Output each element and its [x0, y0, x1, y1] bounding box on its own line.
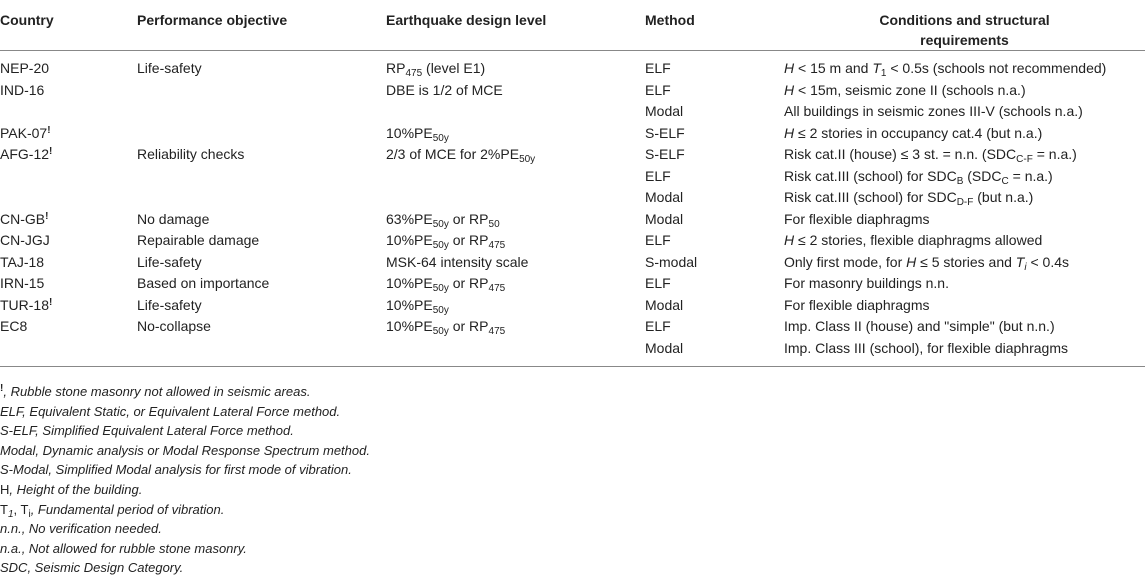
footnote: [0, 382, 1145, 402]
cell-design-level: [386, 338, 645, 367]
table-row: [0, 338, 1145, 367]
cell-design-level: [386, 187, 645, 209]
cell-method: ELF: [645, 275, 671, 291]
height-symbol: H: [784, 232, 795, 248]
footnote-key-subscript: i: [28, 508, 31, 520]
cell-country: [0, 80, 137, 102]
footnote: [0, 500, 1145, 520]
footnote-text: , Rubble stone masonry not allowed in seismic areas.: [3, 384, 311, 399]
cell-method: Modal: [645, 189, 684, 205]
design-level-text: 10%PE: [386, 318, 433, 334]
cell-country: [0, 187, 137, 209]
cell-conditions: [781, 338, 1145, 367]
period-symbol: T: [872, 60, 881, 76]
conditions-text: Risk cat.III (school) for SDC: [784, 189, 957, 205]
table-row: [0, 230, 1145, 252]
table-row: [0, 209, 1145, 231]
not-allowed-mark: !: [49, 296, 53, 308]
table-row: [0, 295, 1145, 317]
cell-country: [0, 51, 137, 80]
height-symbol: H: [784, 124, 795, 141]
conditions-text: < 15 m and: [794, 60, 873, 76]
cell-design-level: [386, 51, 645, 80]
footnote-text: , Dynamic analysis or Modal Response Spectrum method.: [35, 442, 370, 458]
country-code: EC8: [0, 318, 28, 334]
footnote-key: [0, 501, 31, 520]
country-code: TAJ-18: [0, 253, 45, 270]
conditions-text: All buildings in seismic zones III-V (schools n.a.): [784, 103, 1083, 119]
cell-method: Modal: [645, 338, 781, 367]
design-level-subscript: 50y: [519, 154, 536, 165]
cell-performance-objective: [137, 101, 386, 123]
design-level-text: 10%PE: [386, 275, 433, 291]
design-level-subscript: 475: [488, 326, 506, 337]
cell-method: S-ELF: [645, 124, 685, 141]
header-conditions-line1: Conditions and structural: [879, 12, 1050, 28]
conditions-text: ≤ 5 stories and: [916, 253, 1016, 270]
conditions-text: < 15m, seismic zone II (schools n.a.): [794, 81, 1026, 98]
cell-country: [0, 252, 137, 274]
cell-performance-objective: Life-safety: [137, 60, 202, 76]
footnote: [0, 480, 1145, 500]
table-header: [0, 0, 1145, 51]
footnote: [0, 460, 1145, 480]
table-row: [0, 316, 1145, 338]
country-code: CN-GB: [0, 210, 46, 227]
conditions-text: (SDC: [963, 167, 1002, 184]
footnote-text: , Simplified Modal analysis for first mode of vibration.: [48, 462, 352, 478]
cell-conditions: [781, 123, 1145, 145]
cell-country: [0, 209, 137, 231]
cell-conditions: [781, 101, 1145, 123]
cell-performance-objective: [137, 123, 386, 145]
footnote: [0, 558, 1145, 578]
design-level-text: 63%PE: [386, 210, 433, 227]
conditions-text: = n.a.): [1008, 167, 1053, 184]
conditions-text: For flexible diaphragms: [784, 210, 930, 227]
footnote-text: , Fundamental period of vibration.: [30, 501, 225, 517]
conditions-subscript: D-F: [956, 197, 974, 208]
cell-conditions: [781, 273, 1145, 295]
cell-country: [0, 144, 137, 166]
conditions-subscript: C-F: [1016, 154, 1033, 165]
footnote: [0, 539, 1145, 559]
design-level-subscript: 475: [488, 240, 506, 251]
cell-performance-objective: Life-safety: [137, 253, 202, 270]
table-row: [0, 187, 1145, 209]
cell-country: [0, 230, 137, 252]
cell-performance-objective: Repairable damage: [137, 232, 260, 248]
design-level-text: RP: [386, 60, 406, 76]
cell-performance-objective: [137, 166, 386, 188]
country-code: TUR-18: [0, 296, 50, 313]
header-performance-objective: Performance objective: [137, 0, 386, 51]
cell-performance-objective: Reliability checks: [137, 146, 245, 162]
footnote-key: n.n.: [0, 521, 22, 537]
table-row: [0, 51, 1145, 80]
design-level-subscript: 50y: [432, 240, 449, 251]
cell-conditions: [781, 209, 1145, 231]
design-level-subscript: 50y: [432, 218, 449, 230]
footnote-key: H: [0, 481, 10, 497]
design-level-text: or RP: [448, 210, 489, 227]
period-subscript: 1: [880, 68, 887, 79]
cell-conditions: [781, 51, 1145, 80]
table-row: [0, 101, 1145, 123]
table-footnotes: [0, 382, 1145, 578]
cell-design-level: [386, 252, 645, 274]
country-code: IND-16: [0, 81, 45, 98]
design-level-subscript: 475: [488, 283, 506, 294]
header-country: Country: [0, 0, 137, 51]
cell-method: S-ELF: [645, 146, 685, 162]
cell-design-level: [386, 123, 645, 145]
cell-performance-objective: [137, 187, 386, 209]
cell-conditions: [781, 144, 1145, 166]
cell-conditions: [781, 316, 1145, 338]
cell-country: [0, 123, 137, 145]
conditions-subscript: B: [956, 175, 964, 187]
conditions-text: Only first mode, for: [784, 253, 907, 270]
cell-method: Modal: [645, 210, 684, 227]
table-row: [0, 123, 1145, 145]
not-allowed-mark: !: [45, 210, 49, 222]
footnote: [0, 421, 1145, 441]
cell-conditions: [781, 187, 1145, 209]
cell-design-level: [386, 316, 645, 338]
cell-design-level: [386, 209, 645, 231]
design-level-text: 2/3 of MCE for 2%PE: [386, 146, 520, 162]
conditions-text: ≤ 2 stories, flexible diaphragms allowed: [794, 232, 1043, 248]
country-code: AFG-12: [0, 146, 50, 162]
cell-performance-objective: [137, 338, 386, 367]
footnote-key-part: T: [0, 501, 8, 517]
country-code: PAK-07: [0, 124, 48, 141]
design-level-text: DBE is 1/2 of MCE: [386, 81, 503, 98]
cell-design-level: [386, 101, 645, 123]
cell-performance-objective: Based on importance: [137, 275, 270, 291]
footnote-key: n.a.: [0, 540, 22, 556]
cell-country: [0, 166, 137, 188]
not-allowed-mark: !: [0, 383, 4, 394]
cell-design-level: [386, 230, 645, 252]
footnote-key: SDC: [0, 560, 28, 576]
footnote-text: , Height of the building.: [9, 481, 143, 497]
cell-design-level: [386, 80, 645, 102]
cell-method: ELF: [645, 167, 671, 184]
conditions-text: ≤ 2 stories in occupancy cat.4 (but n.a.): [794, 124, 1043, 141]
conditions-text: < 0.5s (schools not recommended): [886, 60, 1107, 76]
cell-performance-objective: No damage: [137, 210, 210, 227]
design-level-subscript: 50y: [432, 132, 449, 144]
cell-performance-objective: Life-safety: [137, 296, 202, 313]
footnote-key: S-Modal: [0, 462, 49, 478]
cell-conditions: [781, 295, 1145, 317]
cell-country: [0, 316, 137, 338]
design-level-text: (level E1): [422, 60, 486, 76]
footnote-text: , No verification needed.: [21, 521, 162, 537]
cell-method: Modal: [645, 103, 684, 119]
header-conditions-line2: requirements: [920, 32, 1009, 48]
cell-design-level: [386, 166, 645, 188]
footnote-text: , Seismic Design Category.: [27, 560, 184, 576]
conditions-text: Imp. Class III (school), for flexible diaphragms: [784, 339, 1068, 356]
cell-method: ELF: [645, 232, 671, 248]
cell-conditions: [781, 252, 1145, 274]
table-row: [0, 80, 1145, 102]
cell-country: [0, 273, 137, 295]
country-code: CN-JGJ: [0, 232, 50, 248]
footnote: [0, 402, 1145, 422]
design-level-text: or RP: [448, 318, 489, 334]
cell-performance-objective: [137, 80, 386, 102]
design-level-text: 10%PE: [386, 296, 433, 313]
height-symbol: H: [784, 60, 795, 76]
footnote: [0, 519, 1145, 539]
design-level-subscript: 50y: [432, 304, 449, 316]
design-level-subscript: 50y: [432, 326, 449, 337]
footnote-key-part: , T: [13, 501, 29, 517]
conditions-text: (but n.a.): [973, 189, 1034, 205]
footnote: [0, 441, 1145, 461]
cell-design-level: [386, 295, 645, 317]
country-code: NEP-20: [0, 60, 50, 76]
conditions-subscript: C: [1001, 175, 1009, 187]
design-level-text: MSK-64 intensity scale: [386, 253, 529, 270]
height-symbol: H: [906, 253, 917, 270]
footnote-key: ELF: [0, 403, 23, 419]
footnote-key-subscript: 1: [7, 508, 14, 520]
cell-conditions: [781, 230, 1145, 252]
cell-conditions: [781, 80, 1145, 102]
design-level-text: or RP: [448, 275, 489, 291]
cell-performance-objective: No-collapse: [137, 318, 211, 334]
not-allowed-mark: !: [49, 146, 53, 157]
cell-method: ELF: [645, 60, 671, 76]
footnote-key: S-ELF: [0, 423, 36, 439]
design-level-subscript: 50y: [432, 283, 449, 294]
footnote-key: Modal: [0, 442, 36, 458]
conditions-text: = n.a.): [1032, 146, 1077, 162]
table-row: [0, 273, 1145, 295]
design-level-text: 10%PE: [386, 124, 433, 141]
cell-method: ELF: [645, 81, 671, 98]
header-method: Method: [645, 0, 781, 51]
cell-method: ELF: [645, 318, 671, 334]
cell-country: [0, 338, 137, 367]
cell-country: [0, 295, 137, 317]
table-body: [0, 51, 1145, 367]
design-level-text: 10%PE: [386, 232, 433, 248]
conditions-text: For masonry buildings n.n.: [784, 275, 949, 291]
conditions-text: Risk cat.III (school) for SDC: [784, 167, 957, 184]
cell-country: [0, 101, 137, 123]
cell-method: S-modal: [645, 253, 698, 270]
conditions-text: Risk cat.II (house) ≤ 3 st. = n.n. (SDC: [784, 146, 1017, 162]
footnote-text: , Not allowed for rubble stone masonry.: [21, 540, 247, 556]
not-allowed-mark: !: [47, 124, 51, 136]
cell-design-level: [386, 144, 645, 166]
height-symbol: H: [784, 81, 795, 98]
header-row: [0, 0, 1145, 51]
design-level-text: or RP: [448, 232, 489, 248]
period-subscript: i: [1024, 261, 1027, 273]
design-level-subscript: 475: [405, 68, 423, 79]
header-conditions: [781, 0, 1145, 51]
design-level-subscript: 50: [488, 218, 500, 230]
conditions-text: For flexible diaphragms: [784, 296, 930, 313]
cell-design-level: [386, 273, 645, 295]
cell-conditions: [781, 166, 1145, 188]
conditions-text: < 0.4s: [1026, 253, 1070, 270]
table-row: [0, 166, 1145, 188]
cell-method: Modal: [645, 296, 684, 313]
footnote-text: , Simplified Equivalent Lateral Force method.: [35, 423, 294, 439]
table-row: [0, 252, 1145, 274]
country-code: IRN-15: [0, 275, 45, 291]
period-symbol: T: [1015, 253, 1025, 270]
conditions-text: Imp. Class II (house) and "simple" (but n.n.): [784, 318, 1055, 334]
header-earthquake-design-level: Earthquake design level: [386, 0, 645, 51]
table-row: [0, 144, 1145, 166]
footnote-text: , Equivalent Static, or Equivalent Lateral Force method.: [22, 403, 341, 419]
